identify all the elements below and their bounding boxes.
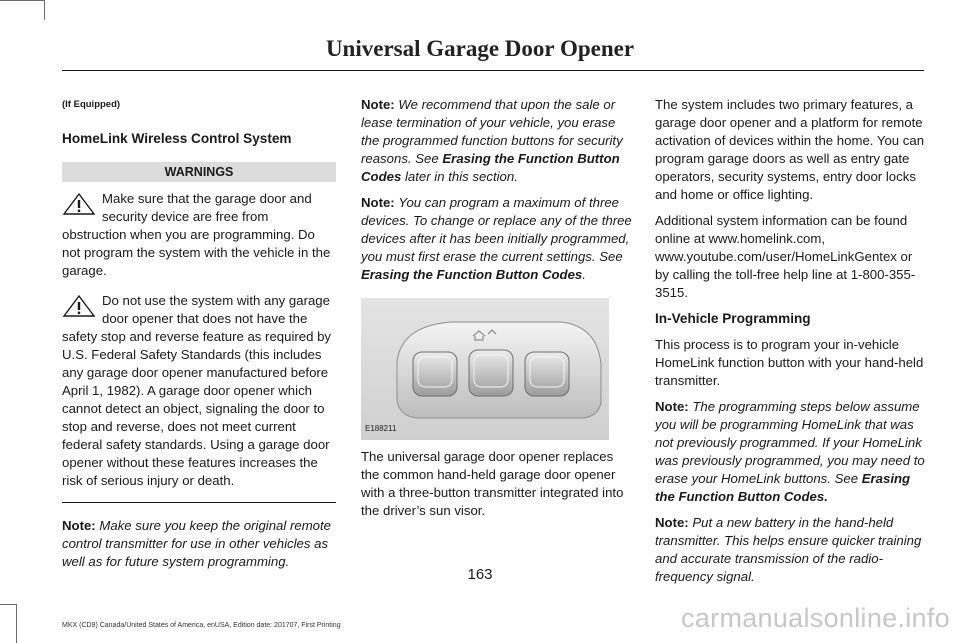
page-number: 163 bbox=[467, 566, 493, 583]
note bbox=[361, 194, 633, 284]
note-label: Note: bbox=[361, 97, 395, 112]
warning-block bbox=[62, 292, 336, 490]
warning-triangle-icon bbox=[62, 192, 96, 216]
homelink-buttons-figure bbox=[361, 298, 609, 440]
warning-triangle-icon bbox=[62, 294, 96, 318]
page-title: Universal Garage Door Opener bbox=[325, 36, 635, 61]
note bbox=[655, 398, 927, 506]
note-label: Note: bbox=[361, 195, 395, 210]
subsection-heading: In-Vehicle Programming bbox=[655, 311, 811, 326]
note-tail: later in this section. bbox=[404, 169, 518, 184]
homelink-button bbox=[469, 350, 513, 396]
column-left bbox=[62, 96, 336, 579]
body-paragraph: Additional system information can be found online at www.homelink.com, www.youtube.com/user/HomeLinkGentex or by calling the toll-free help line at 1-800-355-3515. bbox=[655, 213, 916, 300]
body-paragraph: This process is to program your in-vehicle HomeLink function button with your hand-held transmitter. bbox=[655, 337, 924, 388]
edition-footer: MKX (CD9) Canada/United States of America, enUSA, Edition date: 201707, First Printing bbox=[62, 622, 341, 629]
warning-text: Make sure that the garage door and security device are free from obstruction when you are programming. Do not program the system with the vehicle in the garage. bbox=[62, 191, 331, 278]
homelink-panel-illustration bbox=[361, 298, 609, 440]
note-label: Note: bbox=[655, 515, 689, 530]
note-text: Make sure you keep the original remote control transmitter for use in other vehicles as well as for future system programming. bbox=[62, 518, 332, 569]
note-label: Note: bbox=[62, 518, 96, 533]
cross-reference: Erasing the Function Button Codes bbox=[361, 267, 583, 282]
watermark: carmanualsonline.info bbox=[681, 603, 950, 633]
homelink-button bbox=[525, 352, 569, 396]
warnings-end-rule bbox=[62, 502, 336, 503]
section-heading: HomeLink Wireless Control System bbox=[62, 131, 292, 146]
cross-reference: Erasing the Function Button Codes bbox=[361, 151, 620, 184]
note-tail: . bbox=[582, 267, 586, 282]
warning-block bbox=[62, 190, 336, 280]
note bbox=[62, 517, 336, 571]
note-text: We recommend that upon the sale or lease termination of your vehicle, you erase the programmed function buttons for security reasons. See bbox=[361, 97, 623, 166]
if-equipped-label: (If Equipped) bbox=[62, 99, 121, 110]
column-right bbox=[655, 96, 927, 594]
header-divider bbox=[62, 70, 924, 71]
warning-text: Do not use the system with any garage door opener that does not have the safety stop and reverse feature as required by U.S. Federal Safety Standards (this includes any garage door opener manufactured before April 1, 1982). A garage door opener which cannot detect an object, signaling the door to stop and reverse, does not meet current federal safety standards. Using a garage door opener without these features increases the risk of serious injury or death. bbox=[62, 293, 332, 488]
note-text: Put a new battery in the hand-held transmitter. This helps ensure quicker training and accurate transmission of the radio-frequency signal. bbox=[655, 515, 922, 584]
warnings-banner: WARNINGS bbox=[62, 162, 336, 182]
crop-mark bbox=[44, 0, 45, 20]
note bbox=[361, 96, 633, 186]
note-text: You can program a maximum of three devices. To change or replace any of the three devices after it has been initially programmed, you must first erase the current settings. See bbox=[361, 195, 632, 264]
note-label: Note: bbox=[655, 399, 689, 414]
body-paragraph: The universal garage door opener replaces the common hand-held garage door opener with a three-button transmitter integrated into the driver’s sun visor. bbox=[361, 449, 624, 518]
cross-reference: Erasing the Function Button Codes. bbox=[655, 471, 911, 504]
body-paragraph: The system includes two primary features, a garage door opener and a platform for remote activation of devices within the home. You can program garage doors as well as entry gate operators, security systems, entry door locks and home or office lighting. bbox=[655, 97, 925, 202]
note-text: The programming steps below assume you will be programming HomeLink that was not previously programmed. If your HomeLink was previously programmed, you may need to erase your HomeLink buttons. See bbox=[655, 399, 925, 486]
homelink-button bbox=[413, 352, 457, 396]
crop-mark bbox=[0, 0, 44, 1]
crop-mark bbox=[0, 604, 16, 605]
column-middle bbox=[361, 96, 633, 528]
crop-mark bbox=[16, 604, 17, 643]
figure-code: E188211 bbox=[365, 424, 397, 433]
